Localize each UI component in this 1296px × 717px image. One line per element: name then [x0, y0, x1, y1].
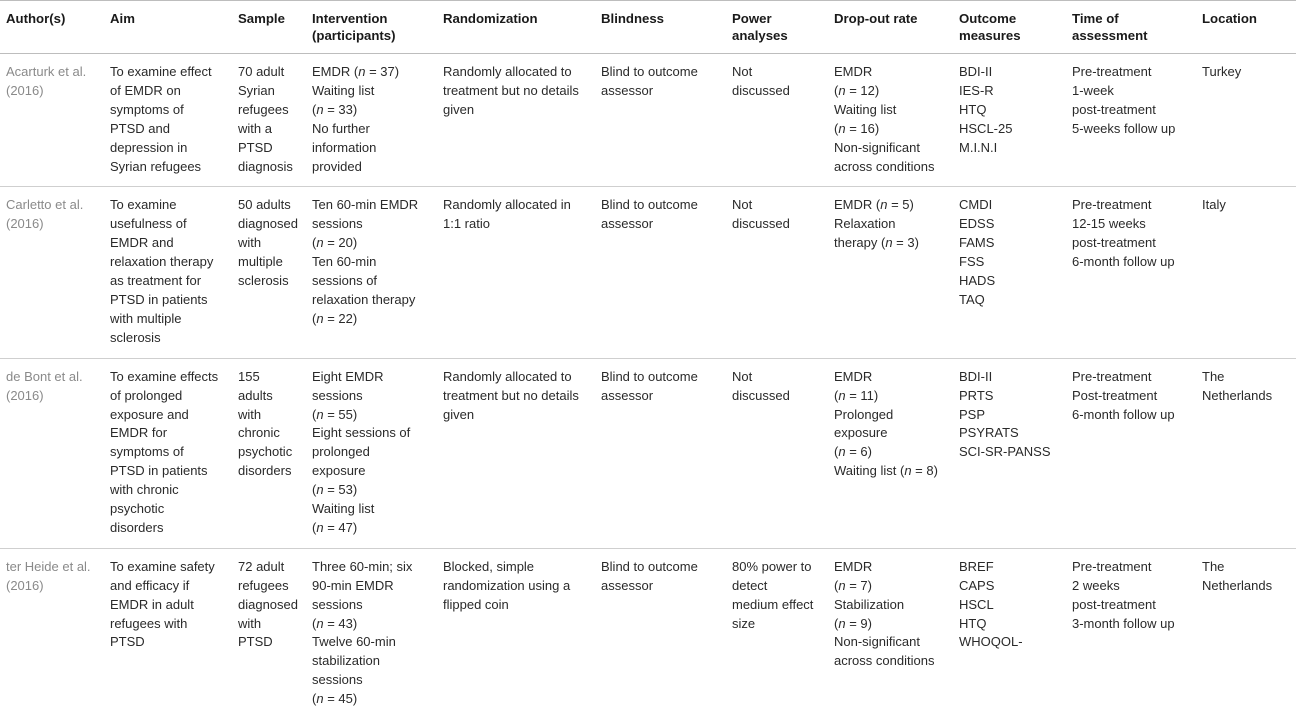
cell-line: sessions	[312, 216, 363, 232]
time-cell	[1066, 548, 1196, 711]
cell-line: exposure	[312, 463, 366, 479]
cell-line: assessor	[601, 82, 654, 98]
cell-line: (n = 6)	[834, 444, 872, 460]
cell-line: Blind to outcome	[601, 197, 698, 213]
cell-line: CMDI	[959, 197, 993, 213]
intervention-cell	[306, 54, 437, 187]
cell-line: Syrian refugees	[110, 158, 202, 174]
cell-line: Pre-treatment	[1072, 558, 1152, 574]
time-cell	[1066, 187, 1196, 358]
cell-line: treatment but no details	[443, 82, 579, 98]
cell-line: PTSD in patients	[110, 291, 208, 307]
aim-cell	[104, 358, 232, 548]
cell-line: EMDR	[834, 64, 873, 79]
cell-line: Stabilization	[834, 596, 905, 612]
cell-line: HSCL-25	[959, 120, 1013, 136]
cell-line: (n = 11)	[834, 387, 879, 403]
header-randomization: Randomization	[437, 1, 595, 54]
randomization-cell	[437, 54, 595, 187]
cell-line: Randomly allocated in	[443, 197, 571, 213]
time-cell	[1066, 358, 1196, 548]
cell-line: PRTS	[959, 387, 994, 403]
cell-line: 3-month follow up	[1072, 615, 1175, 631]
cell-line: symptoms of	[110, 101, 184, 117]
cell-line: (2016)	[6, 577, 44, 593]
cell-line: 2 weeks	[1072, 577, 1120, 593]
cell-line: 90-min EMDR	[312, 577, 394, 593]
cell-line: sessions	[312, 387, 363, 403]
cell-line: symptoms of	[110, 444, 184, 460]
cell-line: (n = 16)	[834, 120, 880, 136]
dropout-cell	[828, 548, 953, 711]
cell-line: treatment but no details	[443, 387, 579, 403]
location-cell	[1196, 548, 1296, 711]
cell-line: Pre-treatment	[1072, 64, 1152, 79]
header-row	[0, 1, 1296, 54]
cell-line: as treatment for	[110, 273, 202, 289]
cell-line: given	[443, 101, 475, 117]
cell-line: with multiple	[110, 310, 182, 326]
cell-line: Waiting list	[834, 101, 897, 117]
cell-line: To examine	[110, 197, 177, 213]
randomization-cell	[437, 358, 595, 548]
cell-line: Acarturk et al.	[6, 64, 87, 79]
cell-line: EMDR in adult	[110, 596, 194, 612]
cell-line: EMDR (n = 5)	[834, 197, 914, 213]
cell-line: EMDR (n = 37)	[312, 64, 400, 79]
header-blindness: Blindness	[595, 1, 726, 54]
cell-line: BDI-II	[959, 64, 993, 79]
intervention-cell	[306, 548, 437, 711]
header-power: Power analyses	[726, 1, 828, 54]
cell-line: 72 adult	[238, 558, 285, 574]
cell-line: PTSD	[238, 634, 273, 650]
cell-line: BREF	[959, 558, 994, 574]
cell-line: sessions	[312, 596, 363, 612]
cell-line: detect	[732, 577, 768, 593]
cell-line: FAMS	[959, 235, 995, 251]
cell-line: PTSD	[110, 634, 145, 650]
cell-line: therapy (n = 3)	[834, 235, 919, 251]
cell-line: Pre-treatment	[1072, 368, 1152, 384]
cell-line: EDSS	[959, 216, 995, 232]
cell-line: relaxation therapy	[312, 291, 416, 307]
cell-line: psychotic	[238, 444, 293, 460]
header-author: Author(s)	[0, 1, 104, 54]
blindness-cell	[595, 187, 726, 358]
cell-line: Syrian	[238, 82, 275, 98]
dropout-cell	[828, 358, 953, 548]
location-cell	[1196, 54, 1296, 187]
cell-line: (n = 33)	[312, 101, 358, 117]
cell-line: Waiting list (n = 8)	[834, 463, 938, 479]
author-cell	[0, 187, 104, 358]
cell-line: with	[238, 235, 262, 251]
cell-line: (n = 45)	[312, 691, 358, 707]
cell-line: Eight sessions of	[312, 425, 411, 441]
cell-line: EMDR	[834, 558, 873, 574]
outcomes-cell	[953, 187, 1066, 358]
cell-line: EMDR	[834, 368, 873, 384]
cell-line: 155	[238, 368, 260, 384]
cell-line: post-treatment	[1072, 101, 1156, 117]
cell-line: Ten 60-min EMDR	[312, 197, 419, 213]
cell-line: refugees with	[110, 615, 188, 631]
cell-line: HSCL	[959, 596, 994, 612]
cell-line: usefulness of	[110, 216, 187, 232]
cell-line: Not	[732, 64, 753, 79]
cell-line: Not	[732, 197, 753, 213]
cell-line: medium effect	[732, 596, 814, 612]
cell-line: Turkey	[1202, 64, 1242, 79]
cell-line: flipped coin	[443, 596, 509, 612]
cell-line: Blind to outcome	[601, 368, 698, 384]
dropout-cell	[828, 54, 953, 187]
cell-line: (n = 43)	[312, 615, 358, 631]
cell-line: ter Heide et al.	[6, 558, 91, 574]
cell-line: (n = 53)	[312, 482, 358, 498]
randomization-cell	[437, 548, 595, 711]
cell-line: (n = 7)	[834, 577, 872, 593]
cell-line: post-treatment	[1072, 596, 1156, 612]
outcomes-cell	[953, 548, 1066, 711]
cell-line: sessions	[312, 672, 363, 688]
header-dropout: Drop-out rate	[828, 1, 953, 54]
cell-line: PTSD in patients	[110, 463, 208, 479]
location-cell	[1196, 358, 1296, 548]
randomization-cell	[437, 187, 595, 358]
cell-line: Blocked, simple	[443, 558, 535, 574]
intervention-cell	[306, 358, 437, 548]
cell-line: M.I.N.I	[959, 139, 998, 155]
header-time: Time of assessment	[1066, 1, 1196, 54]
cell-line: assessor	[601, 387, 654, 403]
cell-line: CAPS	[959, 577, 995, 593]
cell-line: assessor	[601, 216, 654, 232]
cell-line: 6-month follow up	[1072, 406, 1175, 422]
cell-line: across conditions	[834, 158, 935, 174]
cell-line: PSYRATS	[959, 425, 1019, 441]
outcomes-cell	[953, 358, 1066, 548]
cell-line: with chronic	[110, 482, 179, 498]
cell-line: To examine safety	[110, 558, 215, 574]
table-row	[0, 548, 1296, 711]
intervention-cell	[306, 187, 437, 358]
header-aim: Aim	[104, 1, 232, 54]
cell-line: sclerosis	[110, 329, 161, 345]
cell-line: (2016)	[6, 82, 44, 98]
cell-line: The	[1202, 368, 1225, 384]
cell-line: Eight EMDR	[312, 368, 384, 384]
cell-line: Waiting list	[312, 501, 375, 517]
cell-line: discussed	[732, 216, 790, 232]
power-cell	[726, 54, 828, 187]
cell-line: post-treatment	[1072, 235, 1156, 251]
cell-line: 80% power to	[732, 558, 812, 574]
cell-line: with a	[238, 120, 272, 136]
cell-line: (n = 55)	[312, 406, 358, 422]
author-cell	[0, 548, 104, 711]
header-outcomes: Outcome measures	[953, 1, 1066, 54]
sample-cell	[232, 54, 306, 187]
cell-line: 5-weeks follow up	[1072, 120, 1176, 136]
author-cell	[0, 54, 104, 187]
cell-line: The	[1202, 558, 1225, 574]
cell-line: 12-15 weeks	[1072, 216, 1146, 232]
power-cell	[726, 548, 828, 711]
cell-line: Carletto et al.	[6, 197, 84, 213]
cell-line: 50 adults	[238, 197, 291, 213]
cell-line: IES-R	[959, 82, 994, 98]
cell-line: PSP	[959, 406, 986, 422]
cell-line: No further	[312, 120, 370, 136]
cell-line: Non-significant	[834, 634, 920, 650]
aim-cell	[104, 54, 232, 187]
cell-line: Ten 60-min	[312, 254, 377, 270]
sample-cell	[232, 548, 306, 711]
cell-line: assessor	[601, 577, 654, 593]
cell-line: disorders	[238, 463, 292, 479]
table-row	[0, 54, 1296, 187]
header-sample: Sample	[232, 1, 306, 54]
cell-line: Prolonged	[834, 406, 894, 422]
cell-line: To examine effects	[110, 368, 219, 384]
cell-line: with	[238, 406, 262, 422]
cell-line: Netherlands	[1202, 387, 1273, 403]
cell-line: diagnosed	[238, 596, 298, 612]
cell-line: PTSD and	[110, 120, 170, 136]
cell-line: Twelve 60-min	[312, 634, 396, 650]
cell-line: sclerosis	[238, 273, 289, 289]
power-cell	[726, 358, 828, 548]
cell-line: information	[312, 139, 377, 155]
cell-line: Blind to outcome	[601, 558, 698, 574]
cell-line: (2016)	[6, 216, 44, 232]
cell-line: and efficacy if	[110, 577, 190, 593]
cell-line: TAQ	[959, 291, 985, 307]
cell-line: psychotic	[110, 501, 165, 517]
cell-line: Italy	[1202, 197, 1226, 213]
cell-line: adults	[238, 387, 273, 403]
cell-line: exposure	[834, 425, 888, 441]
outcomes-cell	[953, 54, 1066, 187]
cell-line: randomization using a	[443, 577, 571, 593]
cell-line: diagnosed	[238, 216, 298, 232]
cell-line: Randomly allocated to	[443, 64, 572, 79]
cell-line: Pre-treatment	[1072, 197, 1152, 213]
cell-line: disorders	[110, 519, 164, 535]
cell-line: (n = 9)	[834, 615, 872, 631]
cell-line: HTQ	[959, 615, 987, 631]
cell-line: FSS	[959, 254, 985, 270]
author-cell	[0, 358, 104, 548]
cell-line: of prolonged	[110, 387, 183, 403]
cell-line: PTSD	[238, 139, 273, 155]
cell-line: (n = 22)	[312, 310, 358, 326]
cell-line: refugees	[238, 101, 289, 117]
header-intervention: Intervention (participants)	[306, 1, 437, 54]
cell-line: discussed	[732, 387, 790, 403]
cell-line: sessions of	[312, 273, 378, 289]
cell-line: BDI-II	[959, 368, 993, 384]
cell-line: 1-week	[1072, 82, 1114, 98]
cell-line: HADS	[959, 273, 996, 289]
cell-line: diagnosis	[238, 158, 293, 174]
cell-line: EMDR for	[110, 425, 168, 441]
cell-line: size	[732, 615, 756, 631]
cell-line: Three 60-min; six	[312, 558, 413, 574]
blindness-cell	[595, 54, 726, 187]
aim-cell	[104, 548, 232, 711]
cell-line: Waiting list	[312, 82, 375, 98]
cell-line: HTQ	[959, 101, 987, 117]
cell-line: (n = 12)	[834, 82, 880, 98]
cell-line: prolonged	[312, 444, 370, 460]
cell-line: (2016)	[6, 387, 44, 403]
cell-line: Post-treatment	[1072, 387, 1158, 403]
cell-line: (n = 47)	[312, 519, 358, 535]
blindness-cell	[595, 358, 726, 548]
cell-line: Randomly allocated to	[443, 368, 572, 384]
cell-line: EMDR and	[110, 235, 174, 251]
table-row	[0, 187, 1296, 358]
location-cell	[1196, 187, 1296, 358]
cell-line: WHOQOL-	[959, 634, 1023, 650]
cell-line: chronic	[238, 425, 280, 441]
blindness-cell	[595, 548, 726, 711]
cell-line: of EMDR on	[110, 82, 181, 98]
sample-cell	[232, 358, 306, 548]
cell-line: provided	[312, 158, 362, 174]
cell-line: To examine effect	[110, 64, 212, 79]
cell-line: exposure and	[110, 406, 189, 422]
time-cell	[1066, 54, 1196, 187]
cell-line: 1:1 ratio	[443, 216, 490, 232]
cell-line: given	[443, 406, 475, 422]
cell-line: refugees	[238, 577, 289, 593]
cell-line: relaxation therapy	[110, 254, 214, 270]
cell-line: 6-month follow up	[1072, 254, 1175, 270]
cell-line: discussed	[732, 82, 790, 98]
cell-line: depression in	[110, 139, 188, 155]
aim-cell	[104, 187, 232, 358]
power-cell	[726, 187, 828, 358]
cell-line: stabilization	[312, 653, 380, 669]
cell-line: Non-significant	[834, 139, 920, 155]
cell-line: Relaxation	[834, 216, 896, 232]
cell-line: de Bont et al.	[6, 368, 83, 384]
cell-line: SCI-SR-PANSS	[959, 444, 1051, 460]
dropout-cell	[828, 187, 953, 358]
cell-line: across conditions	[834, 653, 935, 669]
sample-cell	[232, 187, 306, 358]
cell-line: (n = 20)	[312, 235, 358, 251]
cell-line: with	[238, 615, 262, 631]
table-row	[0, 358, 1296, 548]
cell-line: Not	[732, 368, 753, 384]
header-location: Location	[1196, 1, 1296, 54]
cell-line: Netherlands	[1202, 577, 1273, 593]
cell-line: multiple	[238, 254, 283, 270]
cell-line: 70 adult	[238, 64, 285, 79]
cell-line: Blind to outcome	[601, 64, 698, 79]
